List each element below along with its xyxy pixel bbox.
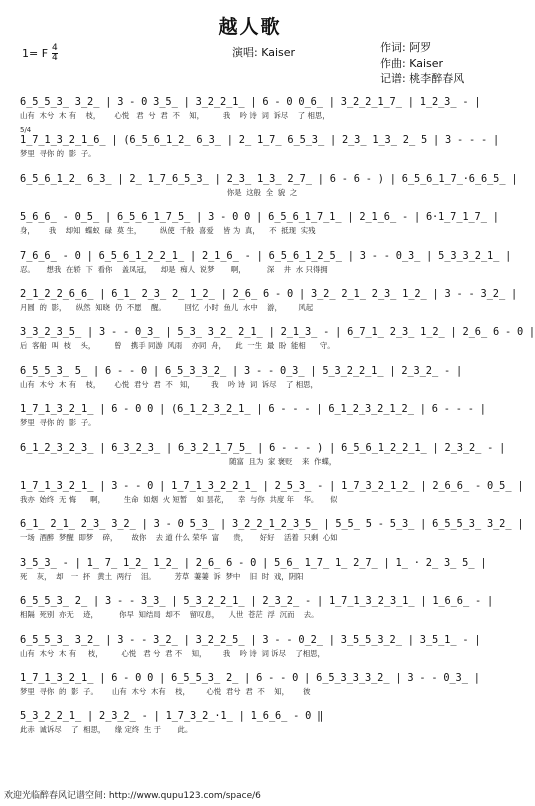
notation-line: 6̲1̲2̲3̲2̲3̲ | 6̲3̲2̲3̲ | 6̲3̲2̲1̲7̲5̲ | 6 - - - ) | 6̲5̲6̲1̲2̲2̲1̲ | 2̲3̲2̲ - | xyxy=(20,441,506,454)
singer-credit: 演唱: Kaiser xyxy=(232,46,296,59)
lyric-line: 后 客船 叫 枝 头， 曾 携手 同游 风雨 亦同 舟， 此 一生 最 盼 能相 守。 xyxy=(20,341,335,351)
song-title: 越人歌 xyxy=(218,16,282,38)
notation-line: 6̲5̲5̲3̲ 2̲ | 3 - - 3̲3̲ | 5̲3̲2̲2̲1̲ | 2̲3̲2̲ - | 1̲7̲1̲3̲2̲3̲1̲ | 1̲6̲6̲ - | xyxy=(20,595,493,608)
lyric-line: 死 灰， 却 一 抔 黄土 两行 泪。 芳草 萋萋 诉 梦中 旧 时 戏，阴阳 xyxy=(20,571,304,581)
lyric-line: 相隔 死别 亦无 迹， 你早 知结局 却不 留叹息， 人世 苍茫 浮 沉而 去。 xyxy=(20,610,319,620)
notation-line: 1̲7̲1̲3̲2̲1̲6̲ | (6̲5̲6̲1̲2̲ 6̲3̲ | 2̲ 1̲7̲ 6̲5̲3̲ | 2̲3̲ 1̲3̲ 2̲ 5 | 3 - - - | xyxy=(20,134,499,147)
lyric-line: 山有 木兮 木 有 枝， 心悦 君 兮 君 不 知， 我 吟 诗 词 诉尽 了 相思， xyxy=(20,111,330,120)
lyric-line: 梦里 寻你 的 影 子。 xyxy=(20,418,96,428)
time-signature xyxy=(52,44,58,63)
notation-line: 5̲6̲6̲ - 0̲5̲ | 6̲5̲6̲1̲7̲5̲ | 3 - 0 0 | 6̲5̲6̲1̲7̲1̲ | 2̲1̲6̲ - | 6·1̲7̲1̲7̲ | xyxy=(20,211,499,224)
lyricist-credit: 作词: 阿罗 xyxy=(380,41,432,54)
notation-line: 5̲3̲2̲2̲1̲ | 2̲3̲2̲ - | 1̲7̲3̲2̲·1̲ | 1̲6̲6̲ - 0 ‖ xyxy=(20,710,324,723)
lyric-line: 忍。 想我 在轿 下 看你 盖凤冠， 却是 痴人 说梦 啊， 深 井 水 只得拥 xyxy=(20,264,328,274)
composer-credit: 作曲: Kaiser xyxy=(380,56,444,70)
notation-line: 6̲5̲5̲3̲ 3̲2̲ | 3 - - 3̲2̲ | 3̲2̲2̲5̲ | 3 - - 0̲2̲ | 3̲5̲5̲3̲2̲ | 3̲5̲1̲ - | xyxy=(20,633,481,646)
lyric-line: 你是 这般 全 貌 之 xyxy=(20,187,298,197)
lyric-line: 山有 木兮 木 有 枝， 心悦 君 兮 君 不 知， 我 吟 诗 词 诉尽 了相思， xyxy=(20,648,325,658)
time-top: 4 xyxy=(52,43,58,53)
notation-line: 6̲5̲5̲3̲ 3̲2̲ | 3 - 0 3̲5̲ | 3̲2̲2̲1̲ | 6 - 0 0̲6̲ | 3̲2̲2̲1̲7̲ | 1̲2̲3̲ - | xyxy=(20,96,481,108)
lyric-line: 梦里 寻你 的 影 子。 山有 木兮 木有 枝， 心悦 君兮 君 不 知， 彼 xyxy=(20,687,311,696)
lyric-line: 梦里 寻你 的 影 子。 xyxy=(20,149,96,159)
time-bottom: 4 xyxy=(52,53,58,63)
credits-block xyxy=(380,40,464,87)
key-signature xyxy=(22,44,58,63)
notation-line: 1̲7̲1̲3̲2̲1̲ | 6 - 0 0 | (6̲1̲2̲3̲2̲1̲ | 6 - - - | 6̲1̲2̲3̲2̲1̲2̲ | 6 - - - | xyxy=(20,403,486,416)
notation-line: 1̲7̲1̲3̲2̲1̲ | 6 - 0 0 | 6̲5̲5̲3̲ 2̲ | 6 - - 0 | 6̲5̲3̲3̲3̲2̲ | 3 - - 0̲3̲ | xyxy=(20,672,480,684)
notation-line: 1̲7̲1̲3̲2̲1̲ | 3 - - 0 | 1̲7̲1̲3̲2̲2̲1̲ | 2̲5̲3̲ - | 1̲7̲3̲2̲1̲2̲ | 2̲6̲6̲ - 0̲5̲ | xyxy=(20,480,524,492)
notation-line: 7̲6̲6̲ - 0 | 6̲5̲6̲1̲2̲2̲1̲ | 2̲1̲6̲ - | 6̲5̲6̲1̲2̲5̲ | 3 - - 0̲3̲ | 5̲3̲3̲2̲1̲ | xyxy=(20,249,512,262)
footer-link[interactable]: 欢迎光临醉春风记谱空间: http://www.qupu123.com/space/6 xyxy=(4,791,261,801)
lyric-line: 月圆 的 影， 纵然 知晓 仍 不愿 醒。 回忆 小时 鱼儿 水中 游， 风起 xyxy=(20,303,314,312)
lyric-line: 随富 且为 家 褒贬 来 作蝶， xyxy=(20,456,337,466)
notation-line: 3̲5̲3̲ - | 1̲ 7̲ 1̲2̲ 1̲2̲ | 2̲6̲ 6 - 0 | 5̲6̲ 1̲7̲ 1̲ 2̲7̲ | 1̲ · 2̲ 3̲ 5̲ | xyxy=(20,556,487,569)
notation-line: 2̲1̲2̲2̲6̲6̲ | 6̲1̲ 2̲3̲ 2̲ 1̲2̲ | 2̲6̲ 6 - 0 | 3̲2̲ 2̲1̲ 2̲3̲ 1̲2̲ | 3 - - 3̲2̲ | xyxy=(20,288,517,300)
meter-change-mark: 5/4 xyxy=(20,126,32,135)
lyric-line: 我亦 始终 无 悔 啊， 生命 如烟 火 短暂 如 昙花， 幸 与你 共度 年 华。 似 xyxy=(20,495,338,504)
lyric-line: 身， 我 却知 蝶蚁 碌 莫 生， 纵使 千般 喜爱 皆 为 真， 不 抵现 实残 xyxy=(20,226,316,236)
lyric-line: 此赤 诚诉尽 了 相思， 缘 定终 生 于 此。 xyxy=(20,725,193,735)
notation-line: 3̲3̲2̲3̲5̲ | 3 - - 0̲3̲ | 5̲3̲ 3̲2̲ 2̲1̲ | 2̲1̲3̲ - | 6̲7̲1̲ 2̲3̲ 1̲2̲ | 2̲6̲ 6 - 0 | xyxy=(20,326,535,339)
key-label: 1= F xyxy=(22,47,49,60)
notation-line: 6̲5̲5̲3̲ 5̲ | 6 - - 0 | 6̲5̲3̲3̲2̲ | 3 - - 0̲3̲ | 5̲3̲2̲2̲1̲ | 2̲3̲2̲ - | xyxy=(20,364,462,377)
transcriber-credit: 记谱: 桃李醉春风 xyxy=(380,72,465,85)
lyric-line: 一场 酒醉 梦醒 即梦 碎， 故你 去 道 什么 荣华 富 贵， 好好 活着 只剩 心如 xyxy=(20,533,338,543)
notation-line: 6̲5̲6̲1̲2̲ 6̲3̲ | 2̲ 1̲7̲6̲5̲3̲ | 2̲3̲ 1̲3̲ 2̲7̲ | 6 - 6 - ) | 6̲5̲6̲1̲7̲·6̲6̲5̲ | xyxy=(20,172,518,185)
lyric-line: 山有 木兮 木 有 枝， 心悦 君兮 君 不 知， 我 吟 诗 词 诉尽 了 相思， xyxy=(20,379,318,389)
notation-line: 6̲1̲ 2̲1̲ 2̲3̲ 3̲2̲ | 3 - 0 5̲3̲ | 3̲2̲2̲1̲2̲3̲5̲ | 5̲5̲ 5 - 5̲3̲ | 6̲5̲5̲3̲ 3̲2̲ | xyxy=(20,518,524,531)
